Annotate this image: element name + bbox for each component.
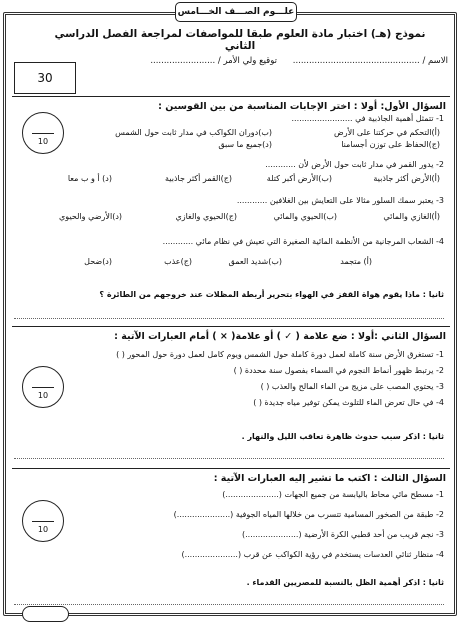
- q1-item-1-opt-d: (د)جميع ما سبق: [218, 140, 272, 149]
- q1-item-2-opt-c: (ج)القمر أكثر جاذبية: [165, 174, 232, 183]
- q1-item-3: 3- يعتبر سمك السلور مثالا على التعايش بين الغلافين ............: [236, 196, 444, 205]
- q1-item-2-opt-a: (أ)الأرض أكثر جاذبية: [373, 174, 440, 183]
- q3-item-4: 4- منظار ثنائي العدسات يستخدم في رؤية الكواكب عن قرب (.....................): [181, 550, 444, 559]
- q2-answer-line[interactable]: [14, 458, 444, 459]
- q3-part2: ثانيا : اذكر أهمية الظل بالنسبة للمصريين القدماء .: [246, 578, 444, 587]
- q1-item-4-opt-c: (ج)عذب: [164, 257, 192, 266]
- q1-item-3-opt-b: (ب)الحيوي والمائي: [273, 212, 337, 221]
- q1-item-2: 2- يدور القمر في مدار ثابت حول الأرض لأن ............: [265, 160, 444, 169]
- bottom-tab: [22, 606, 69, 622]
- q1-item-4-opt-d: (د)ضحل: [84, 257, 112, 266]
- q2-part2: ثانيا : اذكر سبب حدوث ظاهرة تعاقب الليل والنهار .: [241, 432, 444, 441]
- q1-item-1-opt-a: (أ)التحكم في حركتنا على الأرض: [334, 128, 440, 137]
- q2-heading: السؤال الثاني :أولا : ضع علامة ( ✓ ) أو علامة( × ) أمام العبارات الآتية :: [12, 326, 450, 342]
- q1-item-3-opt-c: (ج)الحيوي والغازي: [175, 212, 237, 221]
- q2-item-2: 2- يرتبط ظهور أنماط النجوم في السماء بفصول سنة محددة ( ): [233, 366, 444, 375]
- q1-item-4: 4- الشعاب المرجانية من الأنظمة المائية الصغيرة التي تعيش في نظام مائي ............: [162, 237, 444, 246]
- exam-title: نموذج (هـ) اختبار مادة العلوم طبقا للمواصفات لمراجعة الفصل الدراسي الثاني: [54, 28, 426, 52]
- q2-item-1: 1- تستغرق الأرض سنة كاملة لعمل دورة كاملة حول الشمس ويوم كامل لعمل دورة حول المحور ( ): [116, 350, 444, 359]
- q2-item-3: 3- يحتوي المصب على مزيج من الماء المالح والعذب ( ): [260, 382, 444, 391]
- q1-item-4-opt-a: (أ) متجمد: [340, 257, 372, 266]
- student-info-row: [12, 54, 452, 70]
- q1-item-2-opt-d: (د) أ و ب معا: [67, 174, 112, 183]
- q1-item-1: 1- تتمثل أهمية الجاذبية في ........................: [291, 114, 444, 123]
- q3-item-3: 3- نجم قريب من أحد قطبي الكرة الأرضية (.....................): [241, 530, 444, 539]
- q3-heading: السؤال الثالث : اكتب ما تشير إليه العبارات الآتية :: [12, 468, 450, 484]
- q3-item-1: 1- مسطح مائي محاط باليابسة من جميع الجهات (.....................): [222, 490, 444, 499]
- parent-signature-label: توقيع ولي الأمر / ........................: [150, 56, 277, 66]
- q1-part2: ثانيا : ماذا يقوم هواة القفز في الهواء بتحرير أربطة المظلات عند خروجهم من الطائرة ؟: [99, 290, 444, 299]
- q1-item-2-opt-b: (ب)الأرض أكبر كتلة: [266, 174, 332, 183]
- q1-item-4-opt-b: (ب)شديد العمق: [228, 257, 282, 266]
- total-score-box: 30: [14, 62, 76, 94]
- q1-item-3-opt-d: (د)الأرضي والحيوي: [59, 212, 122, 221]
- q1-item-1-opt-b: (ب)دوران الكواكب في مدار ثابت حول الشمس: [115, 128, 272, 137]
- q1-item-1-opt-c: (ج)الحفاظ على توزن أجسامنا: [341, 140, 440, 149]
- q2-score-circle: 10: [22, 366, 64, 408]
- q1-heading: السؤال الأول: أولا : اختر الإجابات المناسبة من بين القوسين :: [12, 96, 450, 112]
- q2-item-4: 4- في حال تعرض الماء للتلوث يمكن توفير مياه جديدة ( ): [253, 398, 444, 407]
- grade-badge: علـــوم الصـــف الخـــامس: [175, 2, 297, 22]
- q1-score-circle: 10: [22, 112, 64, 154]
- q3-item-2: 2- طبقة من الصخور المسامية تتسرب من خلالها المياه الجوفية (.....................): [173, 510, 444, 519]
- q3-score-circle: 10: [22, 500, 64, 542]
- q3-answer-line[interactable]: [14, 604, 444, 605]
- q1-answer-line[interactable]: [14, 318, 444, 319]
- q1-item-3-opt-a: (أ)الغازي والمائي: [383, 212, 440, 221]
- name-label: الاسم / ...............................................: [292, 56, 448, 66]
